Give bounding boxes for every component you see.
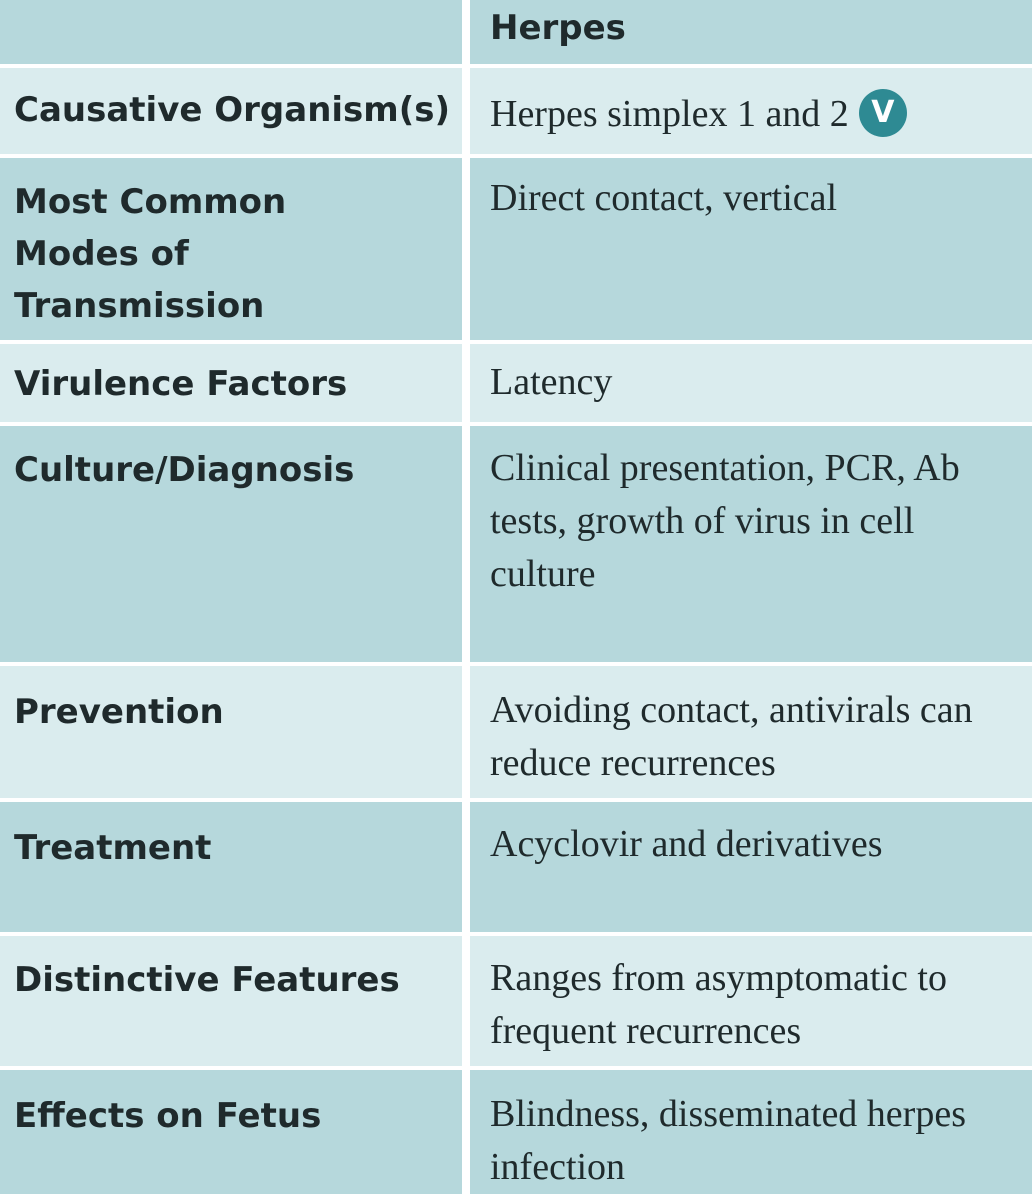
header-row: [0, 0, 1032, 64]
table-row: [0, 936, 1032, 1066]
row-value: Blindness, disseminated herpes infection: [470, 1070, 1032, 1194]
row-value: Acyclovir and derivatives: [470, 802, 1032, 932]
row-value: Herpes simplex 1 and 2 V: [470, 68, 1032, 154]
row-label: Culture/Diagnosis: [0, 426, 462, 662]
row-label: Virulence Factors: [0, 344, 462, 422]
row-label: Effects on Fetus: [0, 1070, 462, 1194]
table-row: [0, 1070, 1032, 1194]
row-label: Treatment: [0, 802, 462, 932]
header-corner-cell: [0, 0, 462, 64]
table-row: [0, 68, 1032, 154]
row-value: Avoiding contact, antivirals can reduce recurrences: [470, 666, 1032, 798]
row-label: Most Common Modes of Transmission: [0, 158, 462, 340]
row-label: Distinctive Features: [0, 936, 462, 1066]
column-header-text: Herpes: [490, 8, 626, 48]
row-value: Clinical presentation, PCR, Ab tests, growth of virus in cell culture: [470, 426, 1032, 662]
table-row: [0, 344, 1032, 422]
row-label: Prevention: [0, 666, 462, 798]
row-value: Direct contact, vertical: [470, 158, 1032, 340]
row-label: Causative Organism(s): [0, 68, 462, 154]
table-row: [0, 426, 1032, 662]
table-row: [0, 802, 1032, 932]
column-header: [470, 0, 1032, 64]
video-badge-icon[interactable]: V: [859, 89, 907, 137]
table-row: [0, 666, 1032, 798]
row-value: Latency: [470, 344, 1032, 422]
table-row: [0, 158, 1032, 340]
row-value: Ranges from asymptomatic to frequent recurrences: [470, 936, 1032, 1066]
